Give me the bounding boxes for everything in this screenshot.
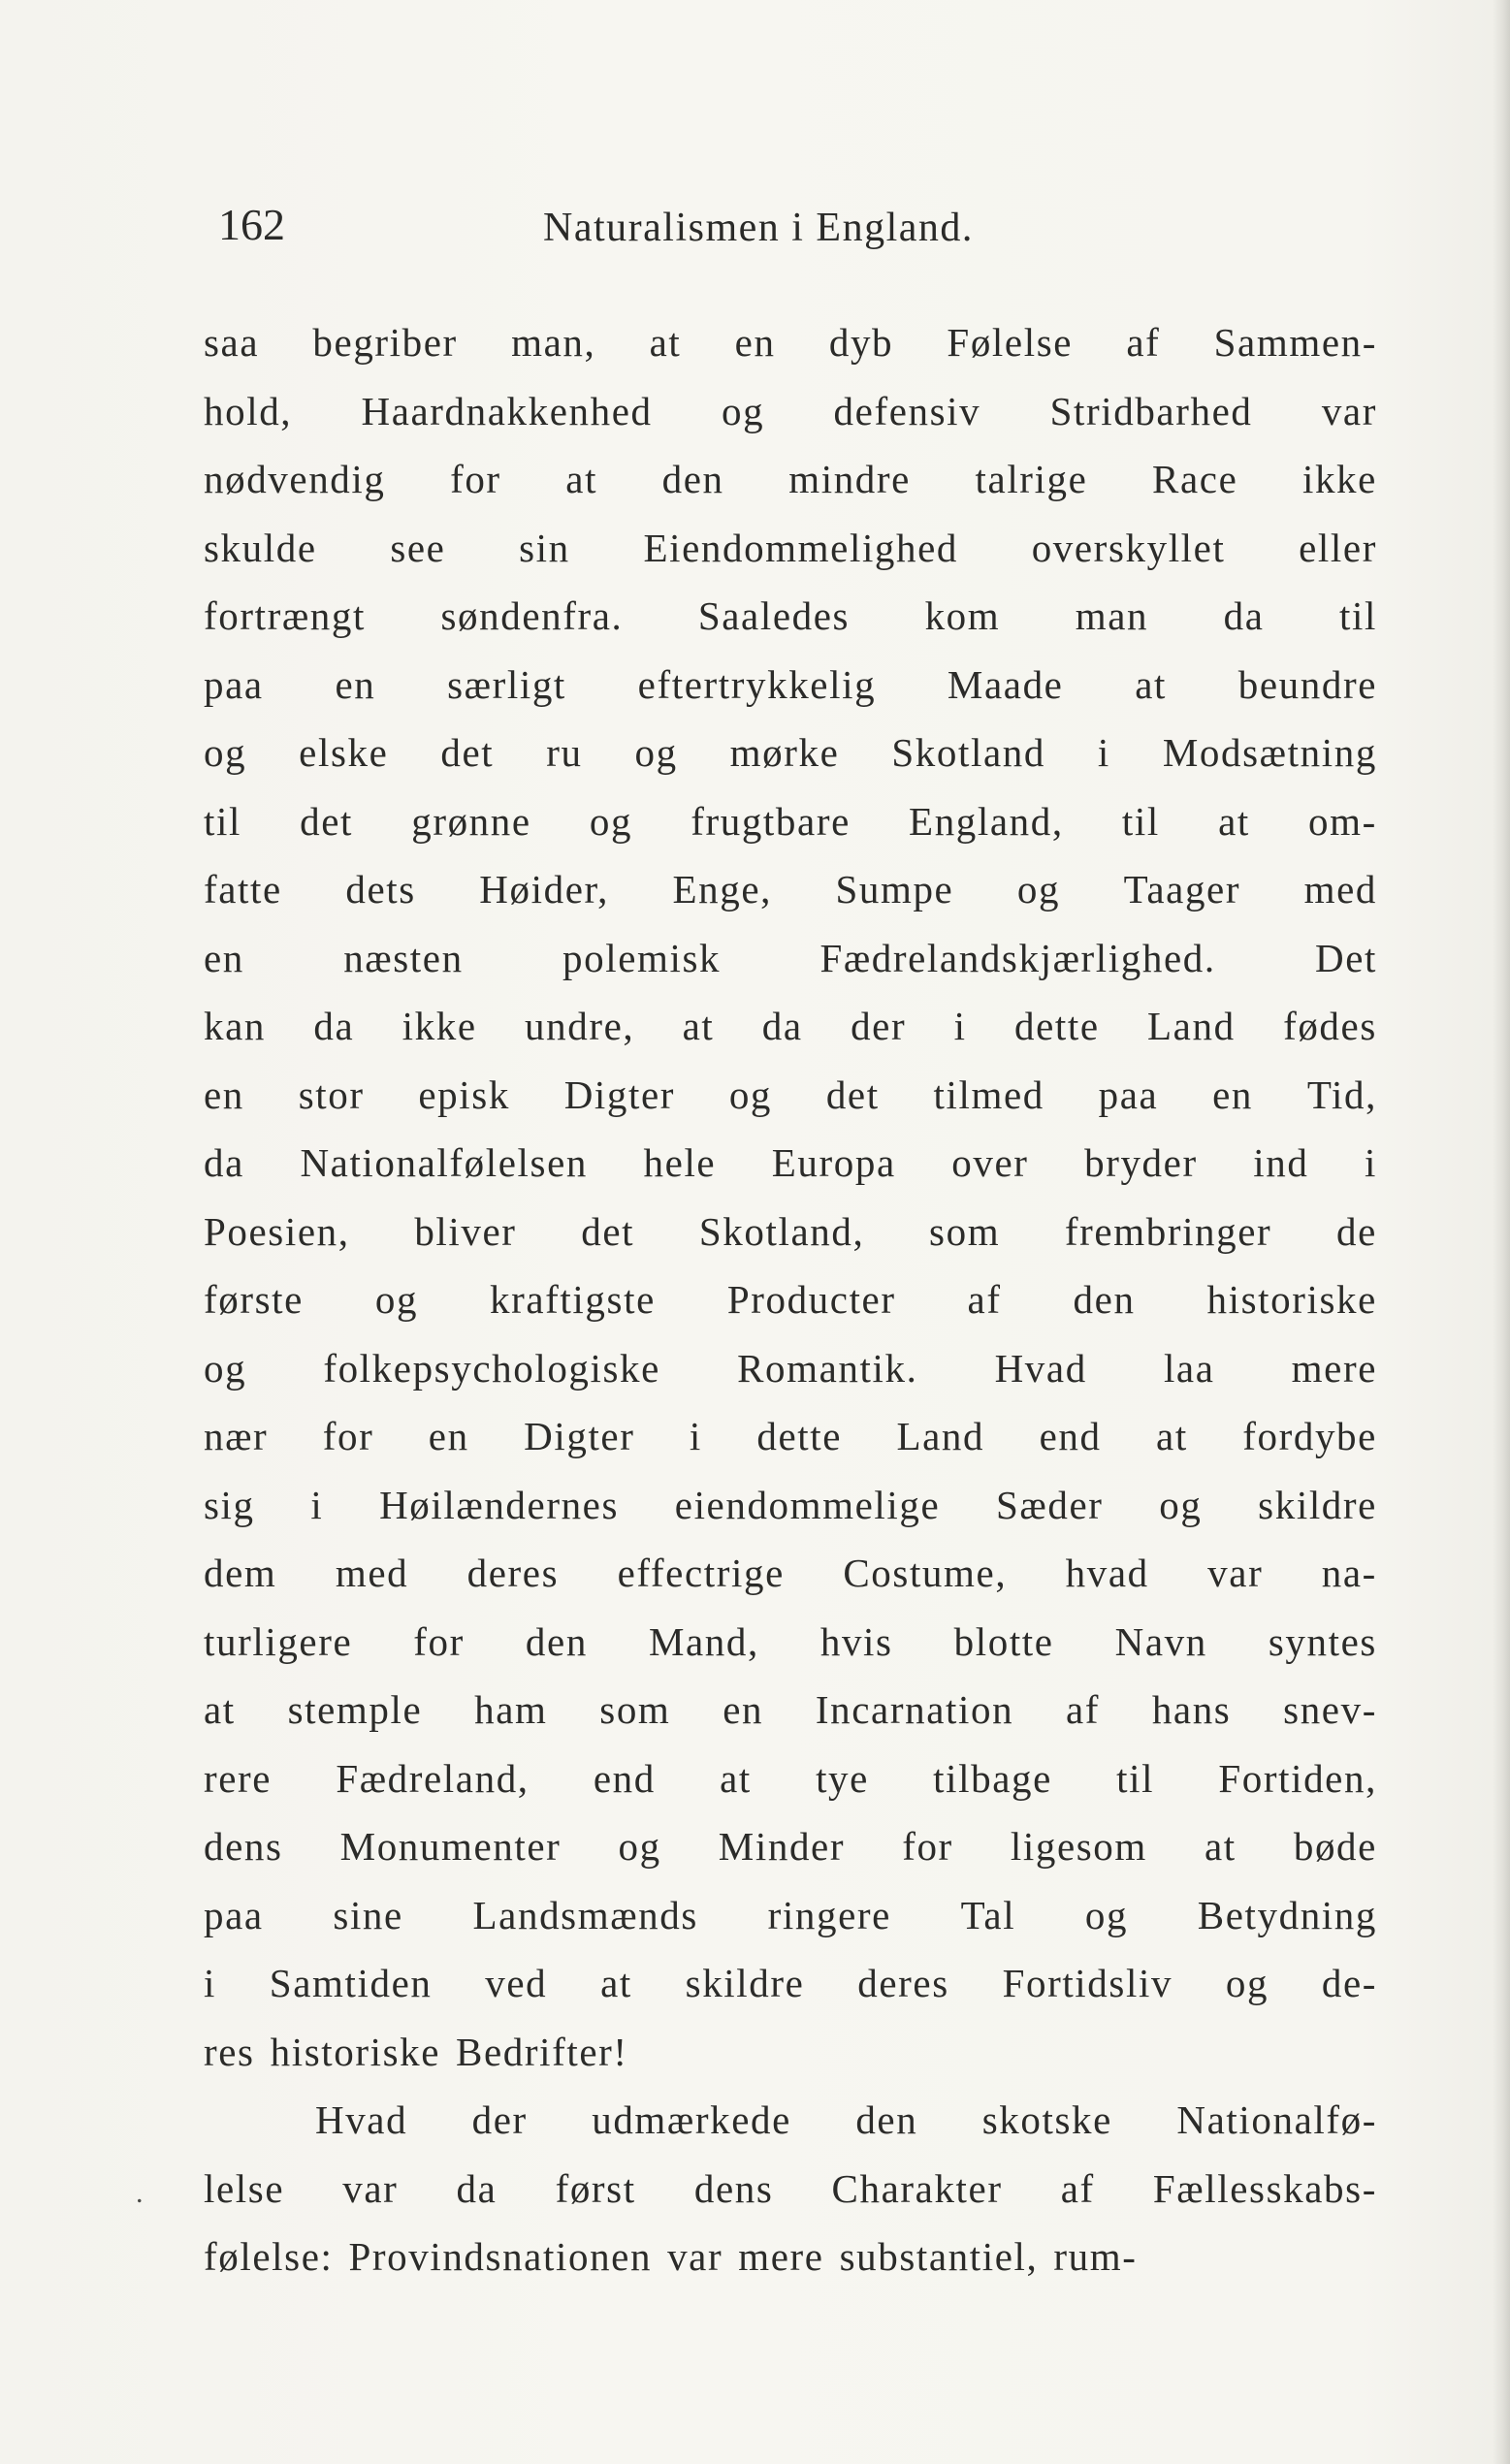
word: i [689,1414,702,1458]
word: Incarnation [815,1687,1014,1732]
word: blotte [953,1618,1054,1664]
word: Taager [1123,867,1241,912]
word: til [1121,798,1160,844]
text-line [204,1539,1377,1608]
word: fatte [204,867,282,912]
word: og [728,1072,773,1117]
word: da [456,2165,498,2211]
word: nødvendig [204,457,386,501]
text-line [204,924,1377,993]
word: effectrige [617,1551,785,1595]
word: Digter [524,1414,635,1458]
word: lelse [204,2165,285,2211]
word: Race [1152,457,1238,501]
word: at [600,1961,632,2005]
word: næsten [343,935,464,980]
word: den [1073,1277,1136,1322]
text-line [204,1129,1377,1198]
word: ru [546,730,583,775]
word: det [825,1072,880,1117]
word: skildre [685,1961,805,2005]
word: kom [924,593,1001,638]
word: og [1084,1892,1129,1937]
word: end [593,1755,656,1801]
word: da [204,1140,244,1185]
body-text [204,308,1377,2291]
word: grønne [411,798,531,844]
word: Nationalfølelsen [300,1140,589,1185]
word: episk [418,1072,510,1117]
word: Romantik. [737,1345,918,1391]
word: dyb [828,320,894,365]
text-line [204,1608,1377,1677]
word: Høilændernes [379,1482,620,1527]
word: man, [511,320,596,365]
word: at [1135,661,1168,707]
word: da [313,1004,355,1048]
word: og [1225,1961,1269,2005]
word: den [661,457,724,501]
word: hold, [204,388,293,433]
word: ind [1253,1140,1309,1185]
word: var [1321,388,1377,433]
word: Fortidsliv [1002,1961,1173,2005]
word: begriber [312,320,458,365]
word: deres [466,1551,560,1595]
text-line [204,719,1377,787]
word: det [300,798,354,844]
word: tilmed [933,1072,1044,1117]
word: Sumpe [835,867,954,912]
word: kraftigste [490,1277,656,1322]
word: saa [204,320,260,365]
word: Provindsnationen [348,2234,653,2279]
word: at [720,1755,752,1801]
word: Costume, [843,1551,1008,1595]
word: syntes [1268,1618,1377,1664]
word: Følelse [947,320,1074,365]
word: overskyllet [1031,525,1226,570]
word: Haardnakkenhed [361,388,653,433]
word: for [902,1824,953,1869]
word: frugtbare [691,798,851,844]
word: mørke [729,730,840,775]
text-line [204,855,1377,924]
text-line [204,514,1377,583]
word: dets [345,867,416,912]
text-line [204,1265,1377,1334]
word: i [1364,1140,1377,1185]
word: en [428,1414,469,1458]
word: Høider, [479,867,609,912]
word: Hvad [315,2097,408,2142]
word: og [618,1824,661,1869]
text-line [204,1744,1377,1813]
word: ikke [1301,457,1377,501]
word: var [1207,1551,1264,1595]
word: bøde [1293,1824,1377,1869]
word: Nationalfø- [1176,2097,1377,2142]
word: om- [1308,798,1377,844]
word: ikke [402,1004,477,1048]
word: til [204,798,241,844]
text-line [204,1402,1377,1471]
text-line [204,2018,1377,2087]
word: udmærkede [592,2097,791,2142]
word: Landsmænds [472,1892,698,1937]
word: i [310,1482,324,1527]
word: folkepsychologiske [323,1345,660,1391]
text-line [204,1471,1377,1540]
word: dens [693,2165,774,2211]
word: at [1156,1414,1188,1458]
word: Fortiden, [1218,1755,1377,1801]
word: England, [909,798,1064,844]
word: og [204,1345,247,1391]
word: og [722,388,765,433]
word: for [450,457,501,501]
word: Tal [960,1892,1016,1937]
word: da [1223,593,1265,638]
word: var [342,2165,399,2211]
page-number: 162 [218,200,285,249]
word: og [1159,1482,1203,1527]
word: dem [204,1551,277,1595]
word: dette [1013,1004,1100,1048]
word: paa [204,661,264,707]
word: og [589,798,633,844]
word: af [1126,320,1161,365]
word: Samtiden [269,1961,433,2005]
word: Fædreland, [336,1755,530,1801]
word: at [204,1687,236,1732]
word: ved [485,1961,548,2005]
word: Skotland, [698,1208,865,1254]
text-line [204,651,1377,720]
word: der [851,1004,907,1048]
text-line [204,377,1377,446]
word: Skotland [891,730,1045,775]
word: res [204,2029,255,2074]
word: særligt [447,661,566,707]
word: man [1075,593,1149,638]
word: sig [204,1482,255,1527]
word: ligesom [1010,1824,1147,1869]
word: paa [204,1892,264,1937]
text-line [204,1198,1377,1266]
word: Europa [771,1140,896,1185]
word: tye [816,1755,869,1801]
word: første [204,1277,304,1322]
word: Fællesskabs- [1152,2165,1377,2211]
word: skotske [981,2097,1112,2142]
word: Betydning [1197,1892,1377,1937]
word: talrige [975,457,1088,501]
word: Tid, [1306,1072,1377,1117]
word: som [929,1208,1001,1254]
text-line [204,992,1377,1061]
word: deres [857,1961,949,2005]
word: skildre [1258,1482,1377,1527]
word: Enge, [672,867,772,912]
word: søndenfra. [440,593,624,638]
word: turligere [204,1618,353,1664]
text-line [204,1949,1377,2018]
word: for [322,1414,374,1458]
word: bryder [1084,1140,1198,1185]
text-line [204,2155,1377,2224]
word: end [1039,1414,1102,1458]
text-line [204,582,1377,651]
word: at [565,457,598,501]
word: ringere [767,1892,891,1937]
word: Charakter [831,2165,1003,2211]
word: historiske [270,2029,441,2074]
word: see [390,525,446,570]
word: rere [204,1755,273,1801]
page-header [218,199,1382,257]
word: som [599,1687,671,1732]
word: polemisk [562,935,722,980]
text-line [204,445,1377,514]
word: laa [1163,1345,1215,1391]
word: Stridbarhed [1049,388,1253,433]
word: og [634,730,678,775]
word: en [335,661,376,707]
word: snev- [1283,1687,1377,1732]
text-line [204,1061,1377,1130]
word: da [761,1004,803,1048]
word: det [440,730,495,775]
word: elske [299,730,389,775]
word: til [1338,593,1377,638]
word: en [204,1072,244,1117]
word: der [471,2097,528,2142]
word: historiske [1206,1277,1377,1322]
word: de [1336,1208,1377,1254]
word: rum- [1053,2234,1138,2279]
word: med [335,1551,409,1595]
word: for [413,1618,465,1664]
word: Fædrelandskjærlighed. [819,935,1216,980]
running-head: Naturalismen i England. [543,206,974,250]
page-edge-shadow [1493,0,1510,2464]
word: paa [1098,1072,1159,1117]
word: Minder [718,1824,846,1869]
word: eftertrykkelig [637,661,877,707]
word: af [1060,2165,1095,2211]
text-line [204,2223,1377,2291]
word: frembringer [1064,1208,1272,1254]
text-line [204,1881,1377,1950]
word: Det [1315,935,1377,980]
word: at [1204,1824,1237,1869]
word: at [1218,798,1250,844]
word: skulde [204,525,317,570]
word: dens [204,1824,283,1869]
word: undre, [525,1004,635,1048]
word: Mand, [648,1618,759,1664]
text-line [204,1676,1377,1744]
word: den [855,2097,918,2142]
word: en [1212,1072,1254,1117]
word: eller [1299,525,1377,570]
word: fortrængt [204,593,366,638]
word: i [204,1961,216,2005]
word: defensiv [833,388,981,433]
word: eiendommelige [674,1482,941,1527]
text-line [204,308,1377,377]
word: stor [298,1072,365,1117]
word: hele [643,1140,717,1185]
word: mere [1291,1345,1377,1391]
word: Monumenter [339,1824,562,1869]
word: en [723,1687,764,1732]
word: det [581,1208,635,1254]
word: at [682,1004,715,1048]
word: og [1016,867,1061,912]
word: Sæder [996,1482,1104,1527]
word: Hvad [994,1345,1087,1391]
text-line [204,787,1377,856]
word: en [204,935,244,980]
word: beundre [1237,661,1377,707]
word: kan [204,1004,266,1048]
word: Eiendommelighed [643,525,959,570]
word: med [1303,867,1377,912]
text-line [204,1812,1377,1881]
word: ham [474,1687,548,1732]
word: følelse: [204,2234,334,2279]
word: til [1116,1755,1155,1801]
word: Maade [947,661,1064,707]
word: fødes [1283,1004,1377,1048]
word: nær [204,1414,269,1458]
word: i [953,1004,967,1048]
word: substantiel, [839,2234,1039,2279]
word: Saaledes [697,593,851,638]
word: tilbage [933,1755,1052,1801]
word: mindre [788,457,911,501]
text-line [204,1334,1377,1403]
margin-mark: . [136,2177,144,2209]
word: Sammen- [1213,320,1377,365]
word: Digter [563,1072,676,1117]
word: Land [1147,1004,1236,1048]
word: at [649,320,682,365]
word: og [204,730,247,775]
word: hans [1151,1687,1232,1732]
word: den [525,1618,588,1664]
word: over [951,1140,1029,1185]
word: Producter [726,1277,896,1322]
word: Poesien, [204,1208,350,1254]
word: sin [519,525,570,570]
word: en [734,320,776,365]
word: mere [738,2234,824,2279]
word: hvis [819,1618,893,1664]
word: stemple [287,1687,423,1732]
text-line [204,2086,1377,2155]
word: af [967,1277,1002,1322]
word: af [1065,1687,1101,1732]
word: de- [1321,1961,1377,2005]
word: hvad [1065,1551,1149,1595]
word: sine [333,1892,403,1937]
word: først [555,2165,636,2211]
word: og [374,1277,419,1322]
word: bliver [414,1208,517,1254]
word: fordybe [1242,1414,1377,1458]
word: Navn [1114,1618,1207,1664]
word: i [1097,730,1110,775]
word: Bedrifter! [456,2029,628,2074]
word: dette [756,1414,843,1458]
word: Land [896,1414,985,1458]
word: var [667,2234,723,2279]
word: Modsætning [1162,730,1377,775]
word: na- [1321,1551,1377,1595]
